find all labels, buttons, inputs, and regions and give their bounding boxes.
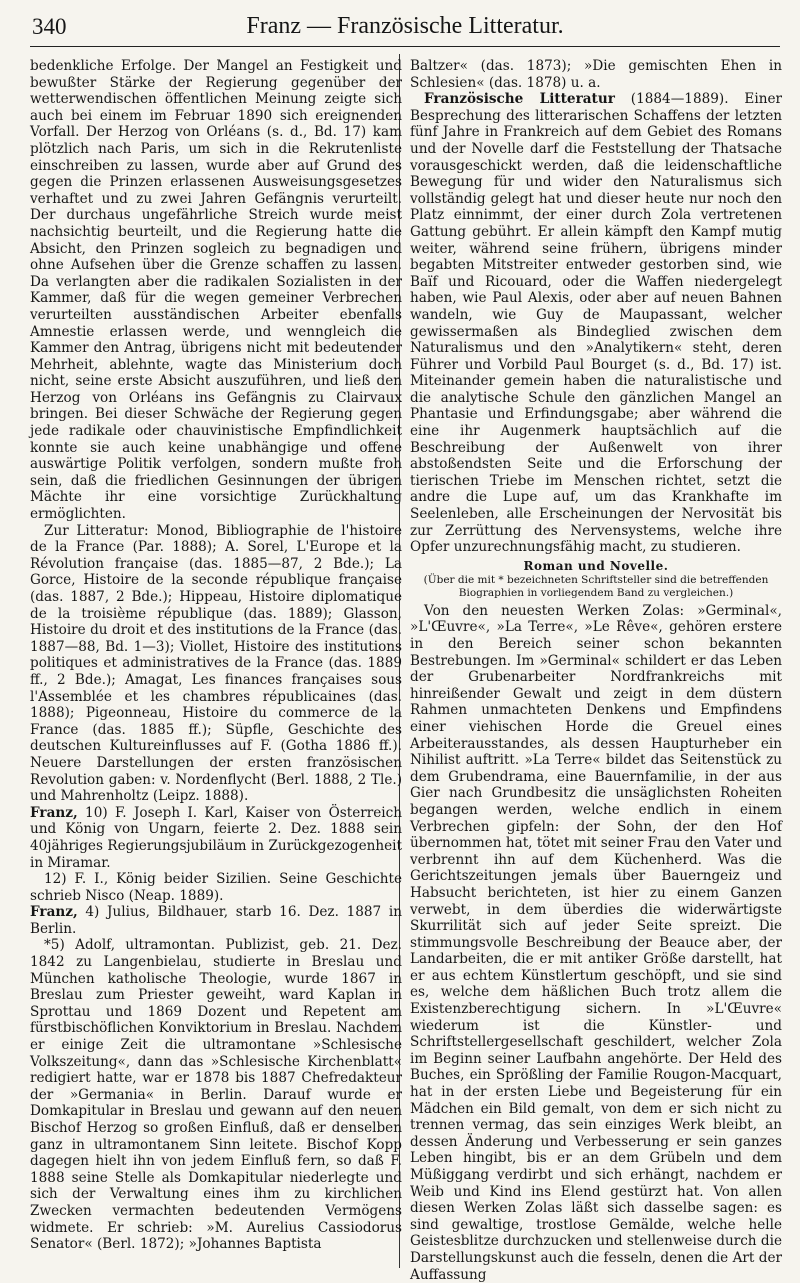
left-column [30,58,402,1268]
entry-lemma: Französische Litteratur [424,91,615,108]
entry-lemma: Franz, [30,804,78,821]
paragraph-politics: bedenkliche Erfolge. Der Mangel an Festigkeit und bewußter Stärke der Regierung gegenüber der wetterwendischen öffentlichen Meinung zeigte sich auch bei einem im Februar 1890 sich ereignenden Vorfall. Der Herzog von Orléans (s. d., Bd. 17) kam plötzlich nach Paris, um sich in die Rekrutenliste einschreiben zu lassen, wurde aber auf Grund des gegen die Prinzen erlassenen Ausweisungsgesetzes verhaftet und zu zwei Jahren Gefängnis verurteilt. Der durchaus ungefährliche Streich wurde meist nachsichtig beurteilt, und die Regierung hatte die Absicht, den Prinzen sogleich zu begnadigen und ohne Aufsehen über die Grenze schaffen zu lassen. Da verlangten aber die radikalen Sozialisten in der Kammer, daß für die wegen gemeiner Verbrechen verurteilten ausständischen Arbeiter ebenfalls Amnestie erlassen werde, und wenngleich die Kammer den Antrag, übrigens nicht mit bedeutender Mehrheit, ablehnte, wagte das Ministerium doch nicht, seine erste Absicht auszuführen, und ließ den Herzog von Orléans ins Gefängnis zu Clairvaux bringen. Bei dieser Schwäche der Regierung gegen jede radikale oder chauvinistische Empfindlichkeit konnte sie auch keine unabhängige und offene auswärtige Politik verfolgen, sondern mußte froh sein, daß die friedlichen Gesinnungen der übrigen Mächte ihr eine vorsichtige Zurückhaltung ermöglichten. [30,58,402,523]
section-title: Roman und Novelle. [523,558,669,573]
entry-franzoesische-litteratur [410,91,782,556]
page-header [30,10,780,47]
entry-lemma: Franz, [30,904,78,921]
entry-franz-10 [30,805,402,871]
section-note: (Über die mit * bezeichneten Schriftsteller sind die betreffenden Biographien in vorliegendem Band zu vergleichen.) [423,573,769,599]
entry-franz-julius [30,904,402,937]
paragraph-zola: Von den neuesten Werken Zolas: »Germinal«, »L'Œuvre«, »La Terre«, »Le Rêve«, gehören erstere in den Bereich seiner schon bekannten Bestrebungen. Im »Germinal« schildert er das Leben der Grubenarbeiter Nordfrankreichs mit hinreißender Gewalt und zeigt in dem düstern Rahmen unmachteten Denkens und Empfindens einer viehischen Horde die Greuel eines Arbeiterausstandes, als dessen Haupturheber ein Nihilist auftritt. »La Terre« bildet das Seitenstück zu dem Grubendrama, eine Bauernfamilie, in der aus Gier nach Grundbesitz die unsäglichsten Roheiten begangen werden, welche endlich in einem Verbrechen gipfeln: der Sohn, der den Hof übernommen hat, tötet mit seiner Frau den Vater und verbrennt ihn auf dem Küchenherd. Was die Gerichtszeitungen jemals über Bauerngeiz und Habsucht berichteten, ist hier zu einem Ganzen verwebt, in dem überdies die widerwärtigste Skurrilität sich auf jeder Seite spreizt. Die stimmungsvolle Beschreibung der Beauce aber, der Landarbeiten, die er mit antiker Größe darstellt, hat er aus echtem Künstlertum geschöpft, und sie sind es, welche dem häßlichen Buch trotz allem die Existenzberechtigung sichern. In »L'Œuvre« wiederum ist die Künstler- und Schriftstellergesellschaft geschildert, welcher Zola im Beginn seiner Laufbahn angehörte. Der Held des Buches, ein Sprößling der Familie Rougon-Macquart, hat in der ersten Liebe und Begeisterung für ein Mädchen ein Bild gemalt, von dem er sich nicht zu trennen vermag, das sein einziges Werk bleibt, an dessen Änderung und Verbesserung er sein ganzes Leben hingibt, bis er an dem Grübeln und dem Müßiggang verdirbt und sich erhängt, nachdem er Weib und Kind ins Elend gestürzt hat. Von allen diesen Werken Zolas läßt sich dasselbe sagen: es sind gewaltige, trostlose Gemälde, welche helle Geistesblitze durchzucken und stellenweise durch die Darstellungskunst auch die fesseln, denen die Art der Auffassung [410,602,782,1283]
right-column [410,58,782,1283]
page-number: 340 [32,14,67,39]
entry-text: 4) Julius, Bildhauer, starb 16. Dez. 1887 in Berlin. [30,904,402,937]
running-head: Franz — Französische Litteratur. [246,13,564,39]
entry-franz-12: 12) F. I., König beider Sizilien. Seine Geschichte schrieb Nisco (Neap. 1889). [30,871,402,904]
entry-franz-adolf: *5) Adolf, ultramontan. Publizist, geb. 21. Dez. 1842 zu Langenbielau, studierte in Breslau und München katholische Theologie, wurde 1867 in Breslau zum Priester geweiht, ward Kaplan in Sprottau und 1869 Dozent und Repetent am fürstbischöflichen Konviktorium in Breslau. Nachdem er einige Zeit die ultramontane »Schlesische Volkszeitung«, dann das »Schlesische Kirchenblatt« redigiert hatte, war er 1878 bis 1887 Chefredakteur der »Germania« in Berlin. Darauf wurde er Domkapitular in Breslau und gewann auf den neuen Bischof Herzog so großen Einfluß, daß er denselben ganz in ultramontanem Sinn leitete. Bischof Kopp dagegen hielt ihn von jedem Einfluß fern, so daß F. 1888 seine Stelle als Domkapitular niederlegte und sich der Verwaltung eines ihm zu kirchlichen Zwecken vermachten bedeutenden Vermögens widmete. Er schrieb: »M. Aurelius Cassiodorus Senator« (Berl. 1872); »Johannes Baptista [30,937,402,1253]
entry-text: (1884—1889). Einer Besprechung des litterarischen Schaffens der letzten fünf Jahre in Frankreich auf dem Gebiet des Romans und der Novelle darf die Feststellung der Thatsache vorausgeschickt werden, daß die leidenschaftliche Bewegung für und wider den Naturalismus sich vollständig gelegt hat und dieser heute nur noch den Platz einnimmt, der einer durch Zola vertretenen Gattung gebührt. Er allein kämpft den Kampf mutig weiter, während seine frühern, übrigens minder begabten Mitstreiter entweder gestorben sind, wie Baïf und Ricouard, oder die Waffen niedergelegt haben, wie Paul Alexis, oder aber auf neuen Bahnen wandeln, wie Guy de Maupassant, welcher gewissermaßen als Bindeglied zwischen dem Naturalismus und den »Analytikern« steht, deren Führer und Vorbild Paul Bourget (s. d., Bd. 17) ist. Miteinander gemein haben die naturalistische und die analytische Schule den gänzlichen Mangel an Phantasie und Erfindungsgabe; aber während die eine ihr Augenmerk hauptsächlich auf die Beschreibung der Außenwelt von ihrer abstoßendsten Seite und die Erforschung der tierischen Triebe im Menschen richtet, setzt die andre die Lupe auf, um das Krankhafte im Seelenleben, alle Erscheinungen der Nervosität bis zur Zerrüttung des Nervensystems, welche ihre Opfer unzurechnungsfähig macht, zu studieren. [410,91,782,556]
paragraph-bibliography: Zur Litteratur: Monod, Bibliographie de l'histoire de la France (Par. 1888); A. Sorel, L'Europe et la Révolution française (das. 1885—87, 2 Bde.); La Gorce, Histoire de la seconde république française (das. 1887, 2 Bde.); Hippeau, Histoire diplomatique de la troisième république (das. 1889); Glasson, Histoire du droit et des institutions de la France (das. 1887—88, Bd. 1—3); Viollet, Histoire des institutions politiques et administratives de la France (das. 1889 ff., 2 Bde.); Amagat, Les finances françaises sous l'Assemblée et les chambres républicaines (das. 1888); Pigeonneau, Histoire du commerce de la France (das. 1885 ff.); Süpfle, Geschichte des deutschen Kultureinflusses auf F. (Gotha 1886 ff.). Neuere Darstellungen der ersten französischen Revolution gaben: v. Nordenflycht (Berl. 1888, 2 Tle.) und Mahrenholtz (Leipz. 1888). [30,522,402,805]
paragraph-continuation: Baltzer« (das. 1873); »Die gemischten Ehen in Schlesien« (das. 1878) u. a. [410,58,782,91]
entry-text: 10) F. Joseph I. Karl, Kaiser von Österreich und König von Ungarn, feierte 2. Dez. 1888 sein 40jähriges Regierungsjubiläum in Zurückgezogenheit in Miramar. [30,804,402,871]
